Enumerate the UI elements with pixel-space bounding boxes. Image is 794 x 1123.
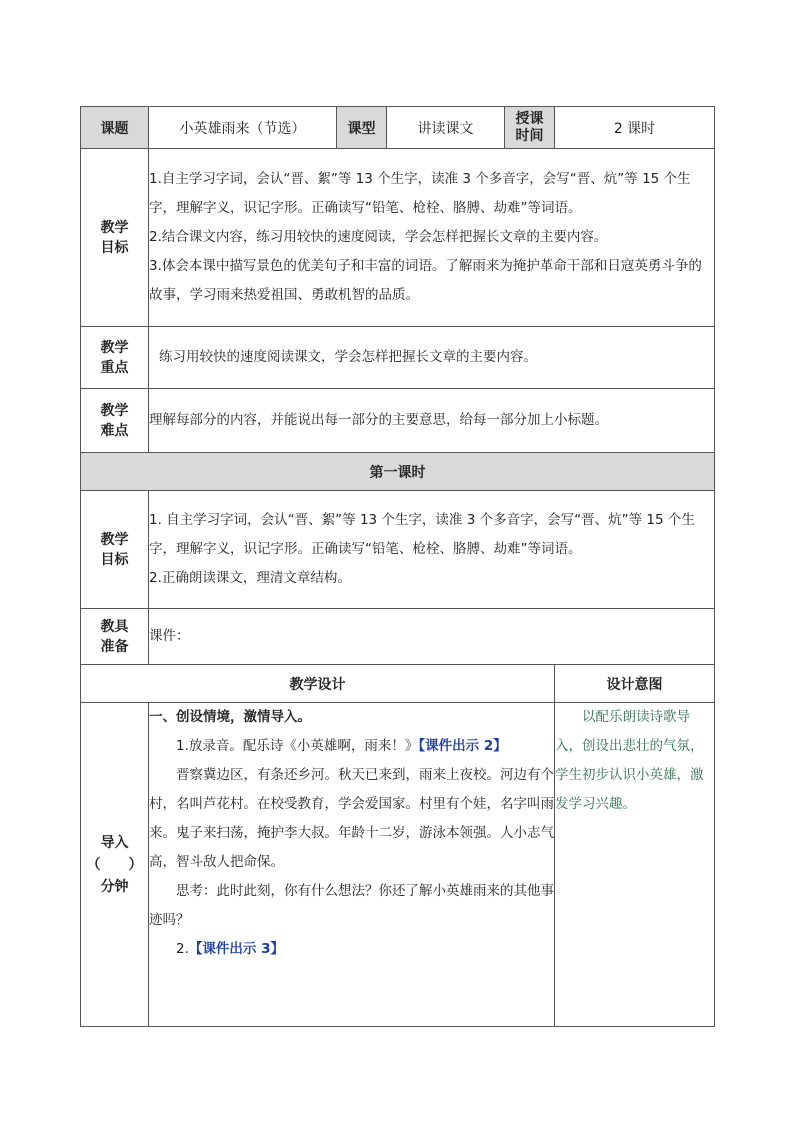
intro-label-line2: （ ） (86, 856, 143, 873)
tools-text: 课件： (149, 609, 715, 665)
topic-label: 课题 (81, 107, 149, 149)
time-label-line2: 时间 (515, 127, 544, 144)
first-goals-label-line2: 目标 (100, 551, 129, 568)
type-value: 讲读课文 (387, 107, 505, 149)
type-label: 课型 (337, 107, 387, 149)
design-intent-text: 以配乐朗读诗歌导入，创设出悲壮的气氛，学生初步认识小英雄，激发学习兴趣。 (555, 703, 715, 1027)
first-goals-row (81, 491, 715, 609)
first-lesson-title: 第一课时 (81, 453, 715, 491)
topic-value: 小英雄雨来（节选） (149, 107, 337, 149)
tools-label-line1: 教具 (100, 618, 129, 635)
goals-label-line2: 目标 (100, 239, 129, 256)
design-col-heading: 教学设计 (81, 665, 555, 703)
step1 (149, 732, 554, 761)
first-goals-content (149, 491, 715, 609)
courseware-tag: 【课件出示 2】 (418, 738, 507, 754)
difficulty-label-line2: 难点 (100, 422, 129, 439)
goals-content (149, 149, 715, 327)
think-question: 思考：此时此刻，你有什么想法？你还了解小英雄雨来的其他事迹吗？ (149, 883, 554, 928)
time-value: 2 课时 (555, 107, 715, 149)
goal-item: 1.自主学习字词，会认“晋、絮”等 13 个生字，读准 3 个多音字，会写“晋、炕”等 15 个生字，理解字义，识记字形。正确读写“铅笔、枪栓、胳膊、劫难”等词语。 (149, 171, 691, 216)
goal-item: 2.正确朗读课文，理清文章结构。 (149, 570, 351, 586)
goals-label-line1: 教学 (100, 219, 129, 236)
focus-text: 练习用较快的速度阅读课文，学会怎样把握长文章的主要内容。 (149, 327, 715, 389)
focus-label-line2: 重点 (100, 359, 129, 376)
focus-label (81, 327, 149, 389)
tools-row (81, 609, 715, 665)
intro-label-line3: 分钟 (100, 878, 129, 895)
difficulty-row (81, 389, 715, 453)
step2-text: 2. (176, 941, 189, 957)
difficulty-label-line1: 教学 (100, 402, 129, 419)
intro-label (81, 703, 149, 1027)
goals-label (81, 149, 149, 327)
goals-row (81, 149, 715, 327)
poem: 晋察冀边区，有条还乡河。秋天已来到，雨来上夜校。河边有个村，名叫芦花村。在校受教育，学会爱国家。村里有个娃，名字叫雨来。鬼子来扫荡，掩护李大叔。年龄十二岁，游泳本领强。人小志气高，智斗敌人把命保。 (149, 767, 554, 870)
tools-label-line2: 准备 (100, 638, 129, 655)
tools-label (81, 609, 149, 665)
section-title: 一、创设情境，激情导入。 (149, 709, 311, 725)
focus-row (81, 327, 715, 389)
step1-text: 1.放录音。配乐诗《小英雄啊，雨来！》 (176, 738, 419, 754)
lesson-plan-table (80, 106, 715, 1027)
intent-col-heading: 设计意图 (555, 665, 715, 703)
first-goals-label (81, 491, 149, 609)
design-header-row (81, 665, 715, 703)
goal-item: 1. 自主学习字词，会认“晋、絮”等 13 个生字，读准 3 个多音字，会写“晋、炕”等 15 个生字，理解字义，识记字形。正确读写“铅笔、枪栓、胳膊、劫难”等词语。 (149, 512, 695, 557)
first-goals-label-line1: 教学 (100, 531, 129, 548)
goal-item: 2.结合课文内容，练习用较快的速度阅读，学会怎样把握长文章的主要内容。 (149, 229, 608, 245)
difficulty-label (81, 389, 149, 453)
difficulty-text: 理解每部分的内容，并能说出每一部分的主要意思，给每一部分加上小标题。 (149, 389, 715, 453)
goal-item: 3.体会本课中描写景色的优美句子和丰富的词语。了解雨来为掩护革命干部和日寇英勇斗争的故事，学习雨来热爱祖国、勇敢机智的品质。 (149, 258, 702, 303)
step2 (149, 935, 554, 964)
focus-label-line1: 教学 (100, 339, 129, 356)
design-content (149, 703, 555, 1027)
intro-label-line1: 导入 (100, 834, 129, 851)
time-label-line1: 授课 (515, 110, 544, 127)
first-lesson-row (81, 453, 715, 491)
time-label (505, 107, 555, 149)
courseware-tag: 【课件出示 3】 (188, 941, 284, 957)
header-row (81, 107, 715, 149)
intro-row (81, 703, 715, 1027)
